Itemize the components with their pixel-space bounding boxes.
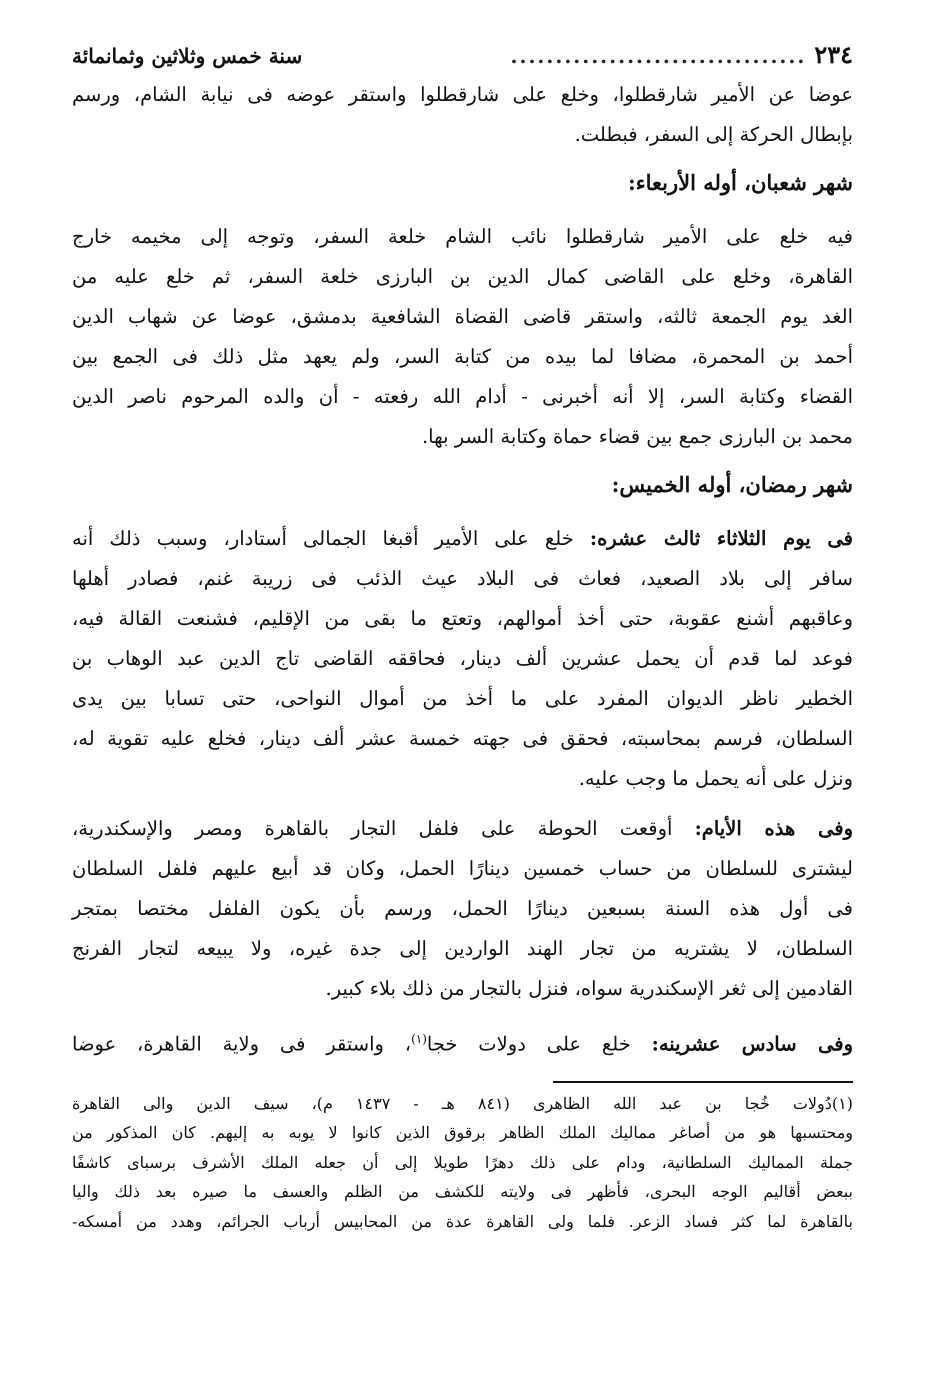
text-span: أوقعت الحوطة على فلفل التجار بالقاهرة ومصر والإسكندرية، (72, 817, 695, 840)
text-line: فى أول هذه السنة بسبعين دينارًا الحمل، ورسم بأن يكون الفلفل مختصا بمتجر (72, 897, 853, 920)
text-line: ليشترى للسلطان من حساب خمسين دينارًا الحمل، وكان قد أبيع عليهم فلفل السلطان (72, 857, 853, 880)
section-heading-shaban: شهر شعبان، أوله الأربعاء: (627, 170, 853, 195)
text-span: ، واستقر فى ولاية القاهرة، عوضا (72, 1032, 412, 1056)
paragraph-gap (72, 1009, 853, 1019)
paragraph-lead: فى يوم الثلاثاء ثالث عشره: (589, 527, 853, 550)
text-span: خلع على دولات خجا (426, 1032, 652, 1056)
footnote (72, 1089, 853, 1237)
ramadan-paragraph-3 (72, 1019, 853, 1065)
footnote-marker[interactable]: (١) (411, 1032, 427, 1046)
footnote-separator (553, 1081, 853, 1083)
text-line: محمد بن البارزى جمع بين قضاء حماة وكتابة السر بها. (421, 425, 853, 448)
text-line: وعاقبهم أشنع عقوبة، حتى أخذ أموالهم، وتعتع ما بقى من الإقليم، فشنعت القالة فيه، (72, 607, 853, 630)
text-line: أحمد بن المحمرة، مضافا لما بيده من كتابة السر، ولم يعهد مثل ذلك فى الجمع بين (72, 345, 853, 368)
paragraph-lead: وفى هذه الأيام: (694, 817, 853, 840)
text-line: القادمين إلى ثغر الإسكندرية سواه، فنزل بالتجار من ذلك بلاء كبير. (325, 977, 853, 1000)
running-title: سنة خمس وثلاثين وثمانمائة (72, 44, 303, 68)
text-line: الغد يوم الجمعة ثالثه، واستقر قاضى القضاة الشافعية بدمشق، عوضا عن شهاب الدين (72, 305, 853, 328)
section-heading-ramadan: شهر رمضان، أوله الخميس: (611, 472, 853, 497)
intro-paragraph (72, 75, 853, 155)
footnote-line: (١)دُولات خُجا بن عبد الله الظاهرى (٨٤١ هـ - ١٤٣٧ م)، سيف الدين والى القاهرة (72, 1093, 853, 1113)
ramadan-paragraph-1 (72, 519, 853, 799)
footnote-line: بالقاهرة لما كثر فساد الزعر. فلما ولى القاهرة عدة من المحابيس أرباب الجرائم، وهدد من أمسكه- (72, 1211, 853, 1231)
shaban-paragraph (72, 217, 853, 457)
text-line: القاهرة، وخلع على القاضى كمال الدين بن البارزى خلعة السفر، ثم خلع عليه من (72, 265, 853, 288)
text-line: سافر إلى بلاد الصعيد، فعاث فى البلاد عيث الذئب فى زريبة غنم، فصادر أهلها (72, 567, 853, 590)
text-line: فوعد لما قدم أن يحمل عشرين ألف دينار، فحاققه القاضى تاج الدين عبد الوهاب بن (72, 647, 853, 670)
running-header (72, 40, 853, 71)
text-line: فيه خلع على الأمير شارقطلوا نائب الشام خلعة السفر، وتوجه إلى مخيمه خارج (72, 225, 853, 248)
footnote-line: جملة المماليك السلطانية، ودام على ذلك دهرًا طويلا إلى أن جعله الملك الأشرف برسباى كاشفًا (72, 1152, 853, 1172)
text-line: الخطير ناظر الديوان المفرد على ما أخذ من أموال النواحى، حتى تسابا بين يدى (72, 687, 853, 710)
text-span: خلع على الأمير أقبغا الجمالى أستادار، وسبب ذلك أنه (72, 527, 590, 550)
text-line: ونزل على أنه يحمل ما وجب عليه. (578, 767, 853, 790)
text-line (72, 519, 853, 559)
paragraph-lead: وفى سادس عشرينه: (651, 1032, 853, 1056)
text-line: السلطان، فرسم بمحاسبته، فحقق فى جهته خمسة عشر ألف دينار، فخلع عليه تقوية له، (72, 727, 853, 750)
paragraph-gap (72, 799, 853, 809)
ramadan-paragraph-2 (72, 809, 853, 1009)
header-leader-dots: ................................. (510, 44, 807, 68)
text-line (72, 1019, 853, 1065)
footnote-line: ببعض أقاليم الوجه البحرى، فأظهر فى ولايته للكشف من الظلم والعسف ما صيره بعد ذلك واليا (72, 1182, 853, 1201)
text-line (72, 809, 853, 849)
text-line: بإبطال الحركة إلى السفر، فبطلت. (574, 123, 853, 146)
footnote-line: ومحتسبها هو من أصاغر مماليك الملك الظاهر برقوق الذين كانوا لا يوبه به إليهم. كان المذكور من (72, 1123, 853, 1142)
text-line: السلطان، لا يشتريه من تجار الهند الواردين إلى جدة غيره، ولا يبيعه لتجار الفرنج (72, 937, 853, 960)
page-number: ٢٣٤ (814, 40, 853, 69)
text-line: القضاء وكتابة السر، إلا أنه أخبرنى - أدام الله رفعته - أن والده المرحوم ناصر الدين (72, 385, 853, 408)
text-line: عوضا عن الأمير شارقطلوا، وخلع على شارقطلوا واستقر عوضه فى نيابة الشام، ورسم (72, 83, 853, 106)
